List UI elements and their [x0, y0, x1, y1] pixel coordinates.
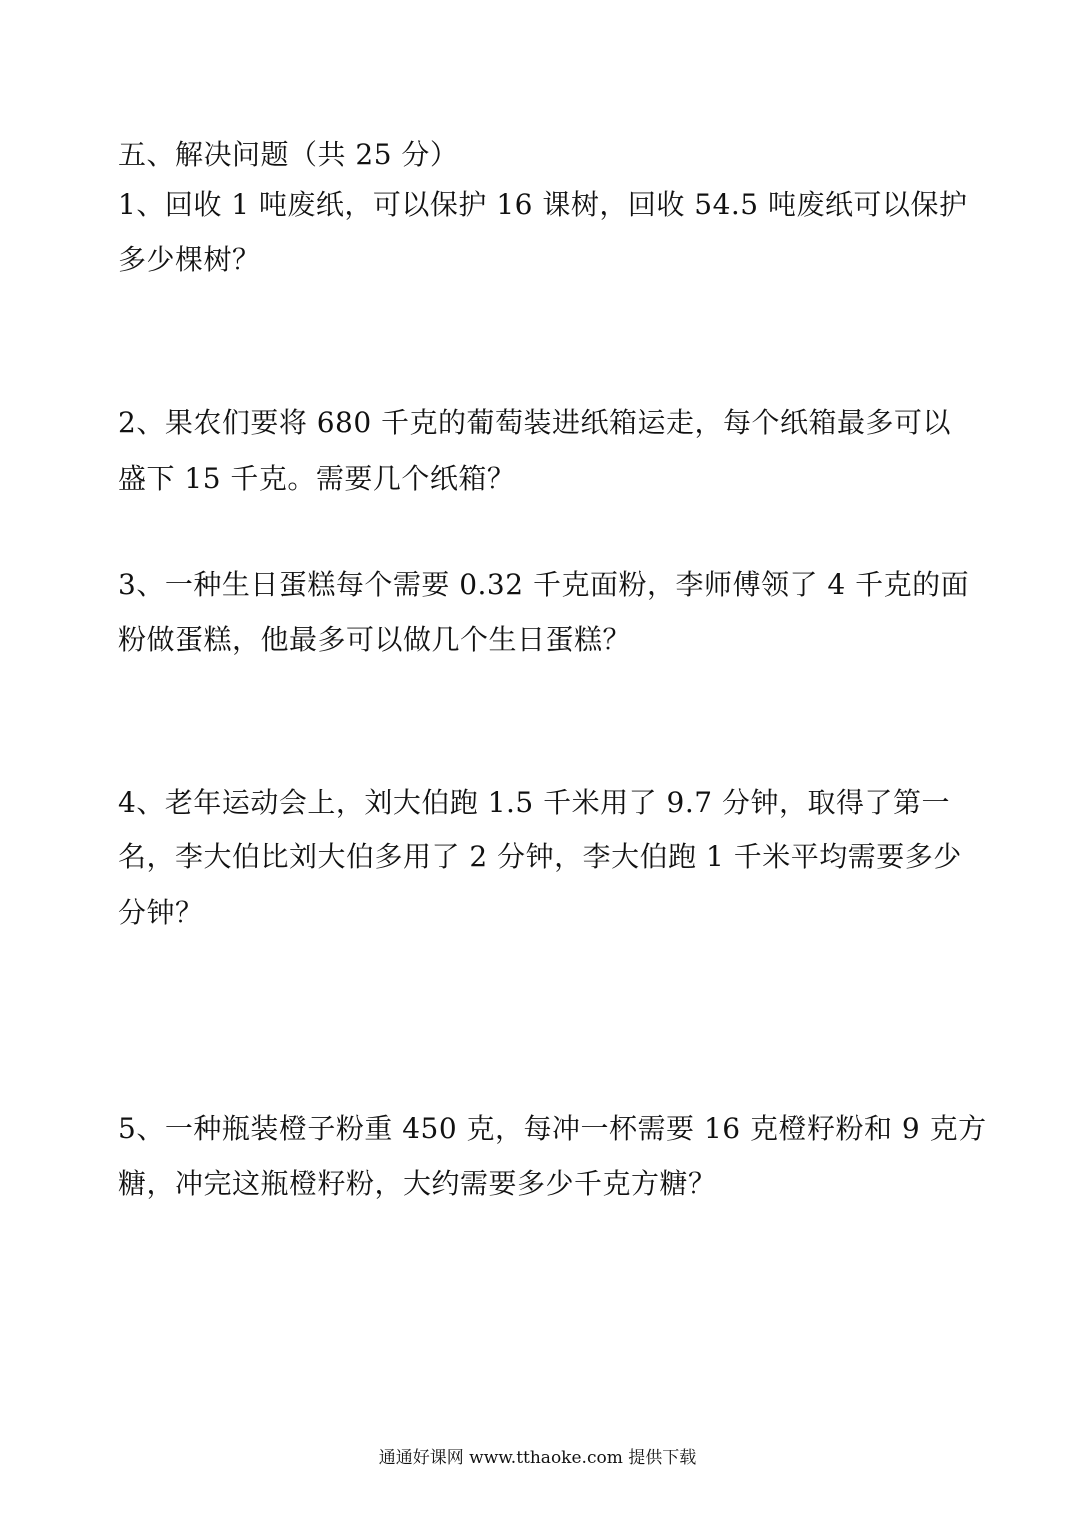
problem-5-line-1: 5、一种瓶装橙子粉重 450 克，每冲一杯需要 16 克橙籽粉和 9 克方 [118, 1112, 987, 1145]
problem-5-line-2: 糖，冲完这瓶橙籽粉，大约需要多少千克方糖？ [118, 1167, 717, 1200]
problem-4-line-2: 名，李大伯比刘大伯多用了 2 分钟，李大伯跑 1 千米平均需要多少 [118, 840, 962, 873]
problem-2-line-1: 2、果农们要将 680 千克的葡萄装进纸箱运走，每个纸箱最多可以 [118, 406, 952, 439]
problem-1-line-2: 多少棵树？ [118, 243, 261, 276]
problem-4-line-3: 分钟？ [118, 896, 204, 929]
problem-3-line-1: 3、一种生日蛋糕每个需要 0.32 千克面粉，李师傅领了 4 千克的面 [118, 568, 970, 601]
problem-4-line-1: 4、老年运动会上，刘大伯跑 1.5 千米用了 9.7 分钟，取得了第一 [118, 786, 950, 819]
problem-1-line-1: 1、回收 1 吨废纸，可以保护 16 课树，回收 54.5 吨废纸可以保护 [118, 188, 968, 221]
problem-3-line-2: 粉做蛋糕，他最多可以做几个生日蛋糕？ [118, 623, 632, 656]
problem-2-line-2: 盛下 15 千克。需要几个纸箱？ [118, 462, 516, 495]
footer-credit: 通通好课网 www.tthaoke.com 提供下载 [378, 1448, 697, 1468]
section-title: 五、解决问题（共 25 分） [118, 138, 459, 171]
